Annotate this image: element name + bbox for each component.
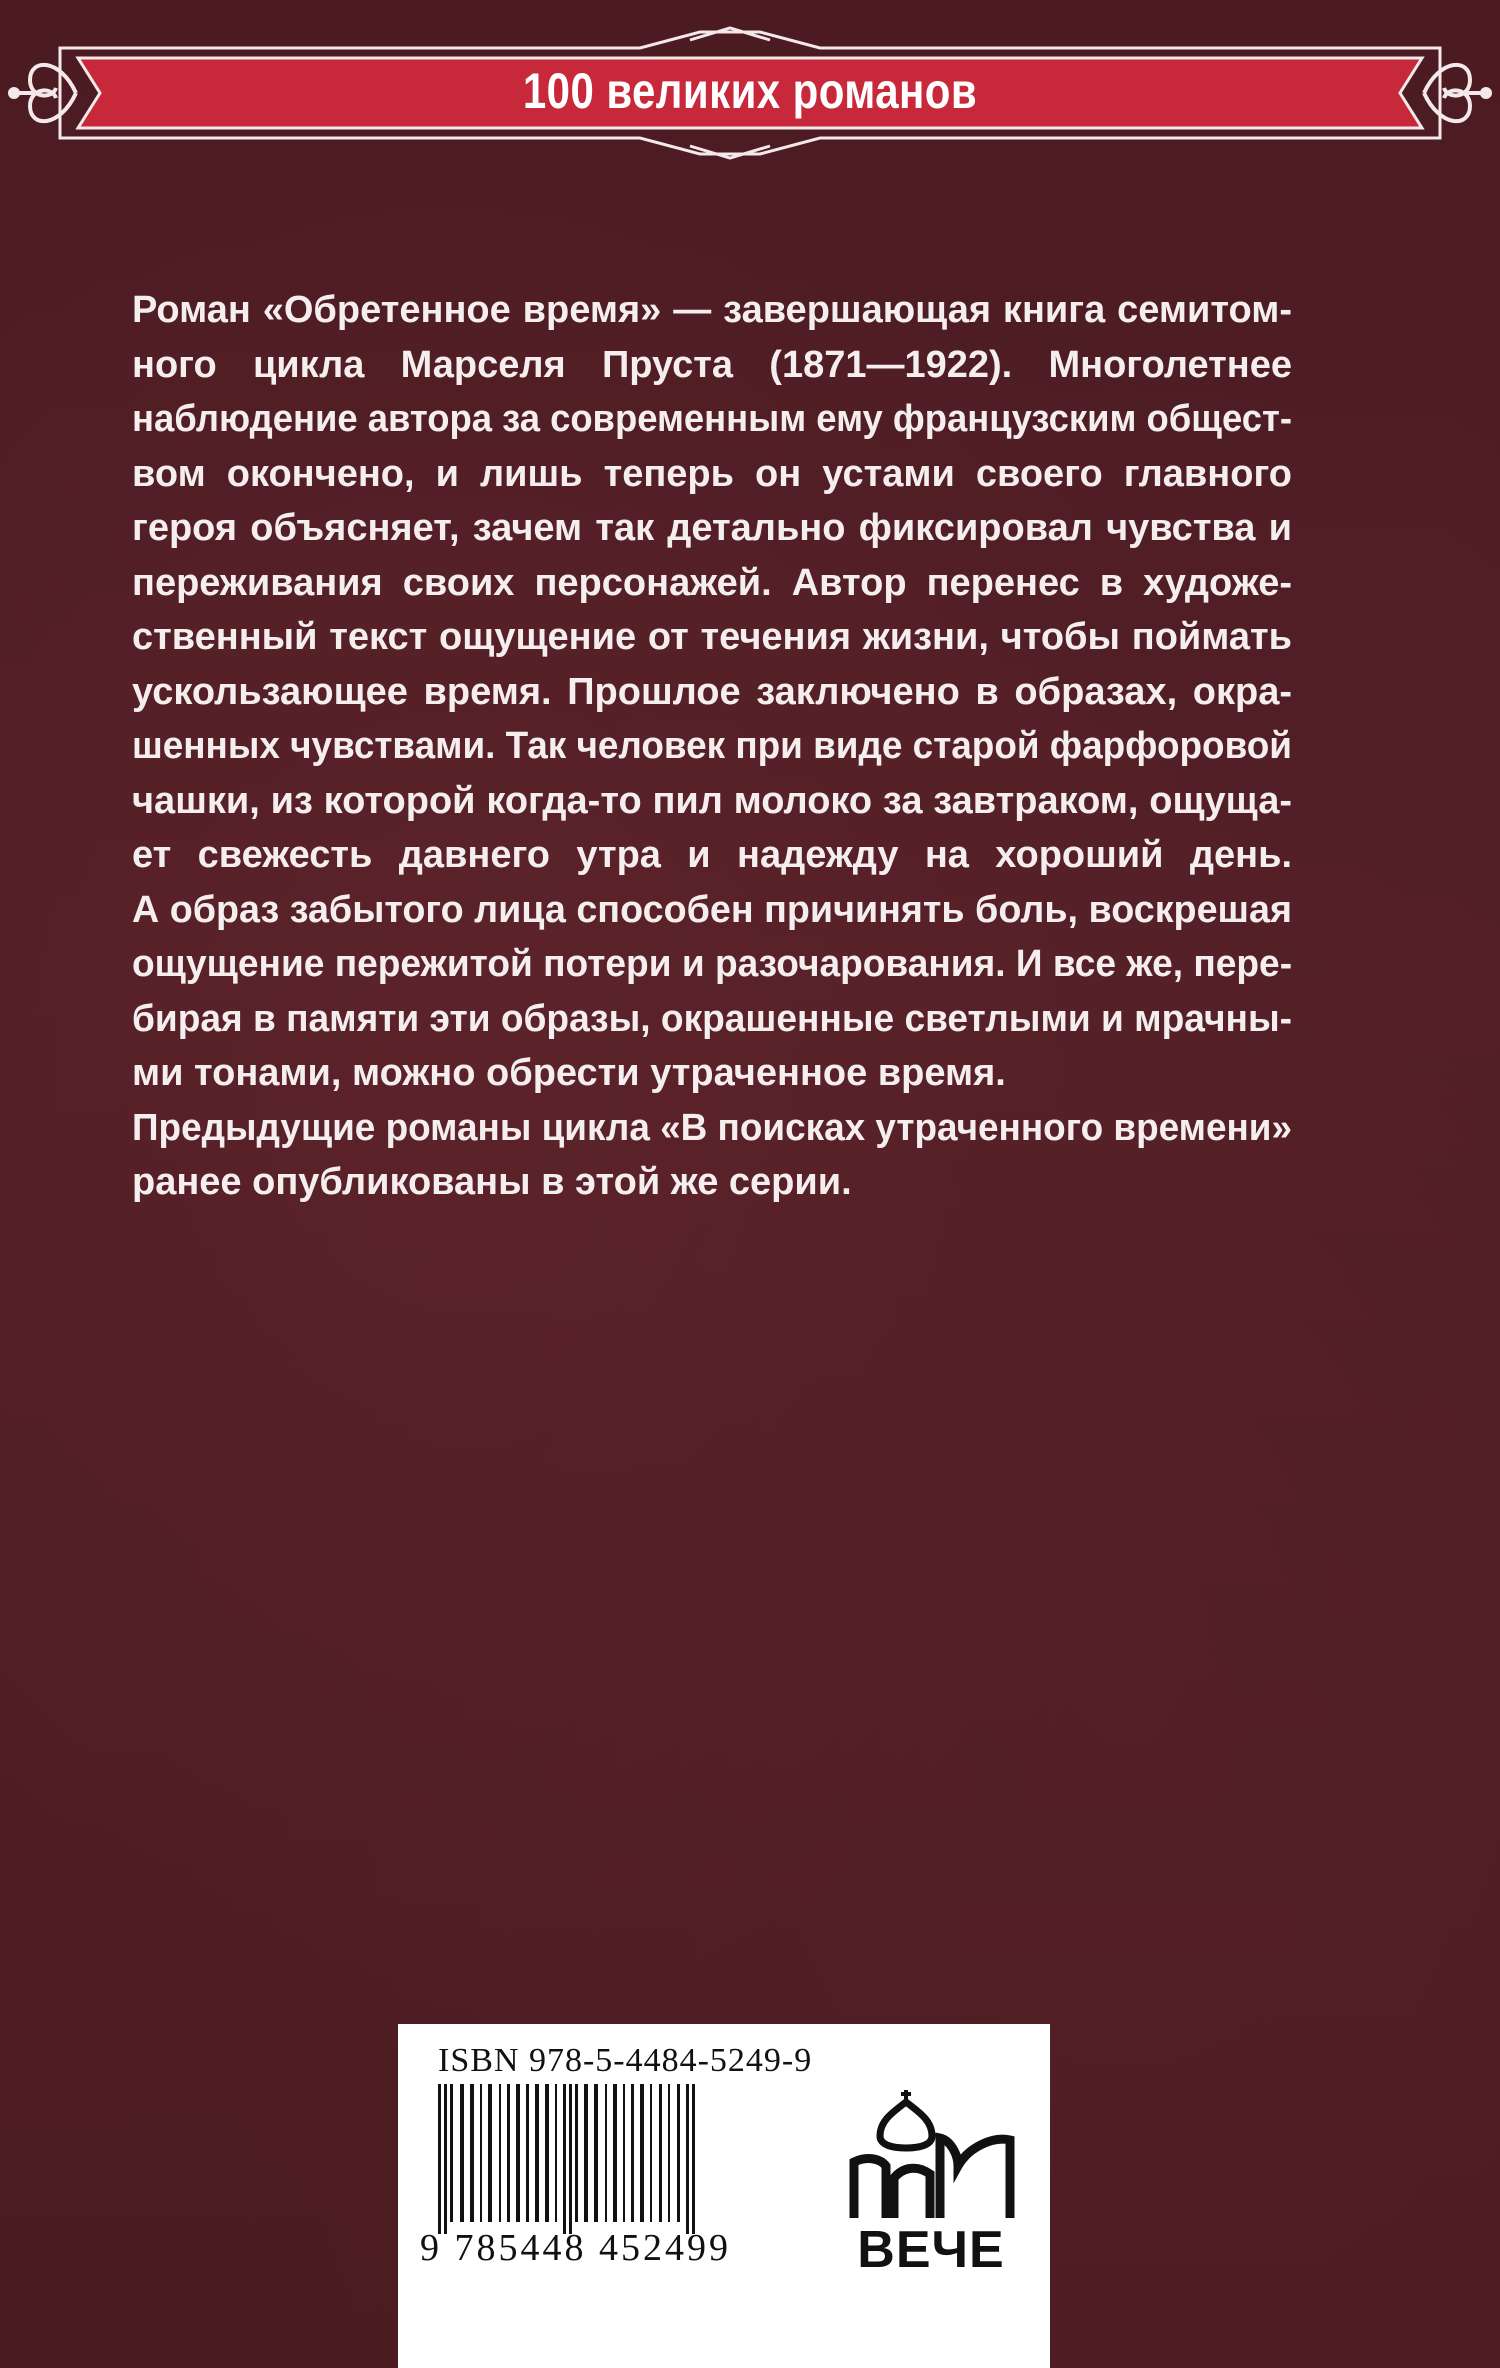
barcode-bar <box>613 2084 617 2222</box>
barcode-bar <box>438 2084 441 2234</box>
barcode-bar <box>516 2084 520 2222</box>
description-line: наблюдение автора за современным ему французским общест- <box>132 398 1292 440</box>
description-line: Предыдущие романы цикла «В поисках утраченного времени» <box>132 1106 1293 1149</box>
description-line: ственный текст ощущение от течения жизни, чтобы поймать <box>132 616 1292 658</box>
barcode-bar <box>605 2084 607 2222</box>
description-line: переживания своих персонажей. Автор перенес в художе- <box>132 561 1292 604</box>
series-title: 100 великих романов <box>522 63 978 119</box>
barcode-bar <box>584 2084 588 2222</box>
barcode-bar <box>569 2084 572 2234</box>
description-line: ми тонами, можно обрести утраченное время. <box>132 1052 1006 1094</box>
barcode-bar <box>507 2084 510 2222</box>
barcode-bar <box>640 2084 644 2222</box>
isbn-panel <box>398 2024 1050 2368</box>
description-line: героя объясняет, зачем так детально фиксировал чувства и <box>132 507 1292 549</box>
description-line: чашки, из которой когда-то пил молоко за завтраком, ощуща- <box>132 779 1292 822</box>
barcode-bar <box>563 2084 566 2234</box>
description-line: бирая в памяти эти образы, окрашенные светлыми и мрачны- <box>132 997 1292 1040</box>
series-banner <box>0 18 1500 168</box>
description-line: шенных чувствами. Так человек при виде старой фарфоровой <box>132 725 1292 767</box>
barcode-bar <box>535 2084 539 2222</box>
barcode-bar <box>623 2084 625 2222</box>
description-line: А образ забытого лица способен причинять боль, воскрешая <box>132 888 1292 931</box>
description-line: ранее опубликованы в этой же серии. <box>132 1161 852 1203</box>
barcode-bar <box>460 2084 464 2222</box>
barcode-bar <box>545 2084 549 2222</box>
description-line: ощущение пережитой потери и разочарования. И все же, пере- <box>132 943 1293 985</box>
barcode-bar <box>575 2084 578 2222</box>
description-line: вом окончено, и лишь теперь он устами своего главного <box>132 452 1292 495</box>
barcode-digits: 9 785448 452499 <box>420 2227 731 2269</box>
barcode-bar <box>668 2084 670 2222</box>
barcode-bar <box>444 2084 447 2234</box>
book-description <box>132 283 1292 1210</box>
barcode-bar <box>555 2084 557 2222</box>
barcode-bar <box>499 2084 501 2222</box>
barcode-bar <box>631 2084 634 2222</box>
barcode-icon <box>432 2084 822 2234</box>
barcode-bar <box>526 2084 529 2222</box>
barcode-bar <box>677 2084 680 2222</box>
isbn-label: ISBN 978-5-4484-5249-9 <box>438 2042 813 2079</box>
barcode-bar <box>450 2084 453 2222</box>
barcode-bar <box>480 2084 482 2222</box>
barcode-bar <box>488 2084 492 2222</box>
barcode-bar <box>692 2084 695 2234</box>
barcode-bar <box>686 2084 689 2234</box>
barcode-bar <box>659 2084 662 2222</box>
description-line: ет свежесть давнего утра и надежду на хороший день. <box>132 834 1292 876</box>
description-line: ного цикла Марселя Пруста (1871—1922). Многолетнее <box>132 343 1292 386</box>
description-line: Роман «Обретенное время» — завершающая книга семитом- <box>132 289 1292 331</box>
description-line: ускользающее время. Прошлое заключено в образах, окра- <box>132 670 1292 713</box>
barcode-bar <box>470 2084 474 2222</box>
barcode-bar <box>594 2084 598 2222</box>
publisher-name: ВЕЧЕ <box>857 2221 1005 2279</box>
barcode-bar <box>650 2084 652 2222</box>
